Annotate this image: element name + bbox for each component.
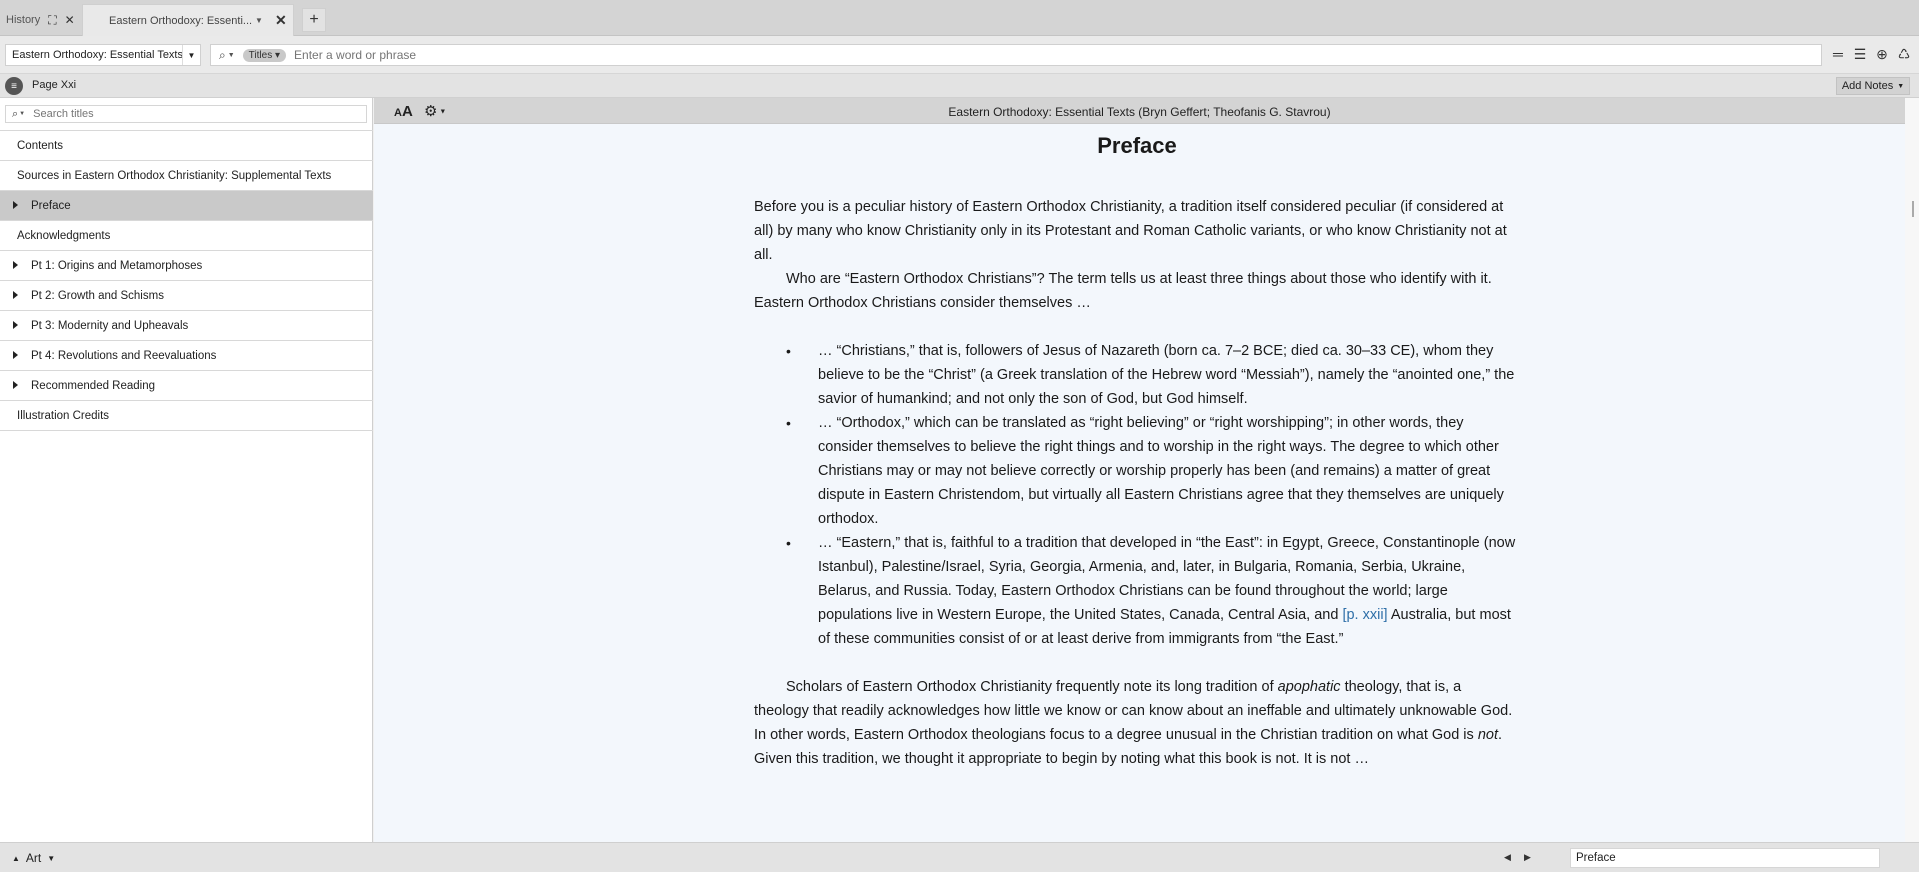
emphasis: apophatic [1277, 679, 1341, 695]
add-tab-button[interactable]: + [302, 8, 326, 32]
expand-arrow-icon[interactable] [13, 291, 18, 299]
toc-item-label: Preface [31, 199, 71, 212]
resource-select-value: Eastern Orthodoxy: Essential Texts [12, 49, 183, 61]
toc-toggle-icon[interactable]: ≡ [5, 77, 23, 95]
paragraph-text: Scholars of Eastern Orthodox Christianity frequently note its long tradition of [786, 679, 1274, 695]
paragraph-text: theology, that is, a theology that readily acknowledges how little we know or can know about an ineffable and ultimately unknowable God. In other words, Eastern Orthodox theologians focus to a degree unusual in the Christian tradition on what God is [754, 679, 1513, 743]
chevron-down-icon[interactable]: ▼ [182, 45, 200, 65]
tab-book[interactable] [82, 4, 294, 36]
toc-item-label: Illustration Credits [17, 409, 110, 422]
add-notes-button[interactable] [1836, 77, 1910, 95]
emphasis: not [1477, 727, 1498, 743]
toc-item-illustration-credits[interactable] [0, 401, 373, 431]
current-section-field[interactable]: Preface [1570, 848, 1880, 868]
expand-arrow-icon[interactable] [13, 351, 18, 359]
search-box[interactable] [210, 44, 1822, 66]
toc-item-acknowledgments[interactable] [0, 221, 373, 251]
toc-item-label: Acknowledgments [17, 229, 111, 242]
art-label: Art [25, 851, 42, 865]
document-title: Eastern Orthodoxy: Essential Texts (Bryn Geffert; Theofanis G. Stavrou) [948, 105, 1331, 119]
toc-item-pt3[interactable] [0, 311, 373, 341]
chevron-down-icon[interactable]: ▼ [19, 111, 26, 117]
search-icon[interactable]: ⌕ [219, 47, 226, 62]
chevron-down-icon[interactable]: ▼ [47, 853, 56, 863]
scope-pill[interactable]: Titles ▾ [243, 49, 286, 62]
toc-item-recommended-reading[interactable] [0, 371, 373, 401]
paragraph-text: . Given this tradition, we thought it appropriate to begin by noting what this book is not. It is not … [754, 727, 1503, 767]
search-icon[interactable]: ⌕ [12, 107, 19, 120]
toc-item-label: Pt 1: Origins and Metamorphoses [31, 259, 203, 272]
toc-item-label: Pt 3: Modernity and Upheavals [31, 319, 189, 332]
list-item-text: Australia, but most of these communities consist of or at least derive from immigrants from “the East.” [818, 607, 1511, 647]
title-search-input[interactable] [33, 108, 366, 120]
expand-icon[interactable]: ⛶ [48, 12, 57, 27]
reader-panel [374, 98, 1919, 842]
toc-item-label: Recommended Reading [31, 379, 156, 392]
expand-arrow-icon[interactable] [13, 261, 18, 269]
menu-lines-icon[interactable]: ═ [1833, 46, 1843, 62]
gear-icon[interactable]: ⚙ ▼ [424, 103, 447, 120]
page-label: Page Xxi [32, 79, 77, 91]
tab-history-label: History [6, 14, 41, 26]
chevron-down-icon: ▼ [1897, 82, 1905, 90]
scroll-thumb[interactable] [1912, 201, 1914, 217]
toc-item-contents[interactable] [0, 131, 373, 161]
bullet-list [818, 339, 1520, 651]
document-content [754, 131, 1520, 771]
toc-item-preface[interactable] [0, 191, 373, 221]
toc-sidebar [0, 98, 373, 842]
toc-item-pt2[interactable] [0, 281, 373, 311]
next-section-icon[interactable]: ▶ [1524, 852, 1531, 862]
resource-select[interactable] [5, 44, 201, 66]
toc-item-label: Pt 4: Revolutions and Reevaluations [31, 349, 217, 362]
toc-list [0, 130, 373, 431]
page-link[interactable]: [p. xxii] [1342, 607, 1388, 623]
tab-strip [0, 0, 1919, 36]
prev-section-icon[interactable]: ◀ [1504, 852, 1511, 862]
tab-history[interactable] [0, 6, 80, 34]
font-size-icon[interactable]: AA [394, 103, 413, 120]
list-item [818, 531, 1520, 651]
status-bar [0, 842, 1919, 872]
add-circle-icon[interactable]: ⊕ [1876, 46, 1888, 62]
list-item: • … “Christians,” that is, followers of Jesus of Nazareth (born ca. 7–2 BCE; died ca. 30–33 CE), whom they believe to be the “Christ” (a Greek translation of the Hebrew word “Messiah”), namely the “anointed one,” the savior of humankind; and not only the son of God, but God himself. [818, 339, 1520, 411]
chevron-down-icon[interactable]: ▼ [227, 51, 235, 59]
list-item: • … “Orthodox,” which can be translated as “right believing” or “right worshipping”; in other words, they consider themselves to believe the right things and to worship in the right ways. The degree to which other Christians may or may not believe correctly or worship properly has been (and remains) a matter of great dispute in Eastern Christendom, but virtually all Eastern Christians agree that they themselves are uniquely orthodox. [818, 411, 1520, 531]
close-icon[interactable]: ✕ [64, 13, 75, 27]
paragraph: Who are “Eastern Orthodox Christians”? The term tells us at least three things about those who identify with it. Eastern Orthodox Christians consider themselves … [754, 271, 1492, 311]
search-input[interactable] [294, 48, 1821, 62]
toc-item-sources[interactable] [0, 161, 373, 191]
paragraph: Before you is a peculiar history of Eastern Orthodox Christianity, a tradition itself considered peculiar (if considered at all) by many who know Christianity only in its Protestant and Roman Catholic variants, or who know Christianity not at all. [754, 199, 1507, 263]
chevron-up-icon[interactable]: ▲ [12, 853, 20, 863]
toc-item-label: Contents [17, 139, 64, 152]
expand-arrow-icon[interactable] [13, 321, 18, 329]
page-bar [0, 74, 1919, 98]
title-search-box[interactable] [5, 105, 367, 123]
tab-book-label: Eastern Orthodoxy: Essenti... [109, 14, 253, 27]
expand-arrow-icon[interactable] [13, 201, 18, 209]
toc-item-pt1[interactable] [0, 251, 373, 281]
art-menu-button[interactable] [12, 851, 55, 865]
chevron-down-icon[interactable]: ▼ [255, 16, 263, 25]
section-heading: Preface [1097, 133, 1177, 158]
list-item-text: … “Eastern,” that is, faithful to a tradition that developed in “the East”: in Egypt, Greece, Constantinople (now Istanbul), Palestine/Israel, Syria, Georgia, Armenia, and, later, in Bulgaria, Romania, Serbia, Ukraine, Belarus, and Russia. Today, Eastern Orthodox Christians can be found throughout the world; large populations live in Western Europe, the United States, Canada, Central Asia, and [818, 535, 1516, 623]
toc-item-label: Sources in Eastern Orthodox Christianity: Supplemental Texts [17, 169, 332, 182]
add-notes-label: Add Notes [1841, 80, 1894, 92]
list-icon[interactable]: ☰ [1853, 46, 1867, 62]
scope-label: Titles [248, 49, 273, 61]
search-toolbar [0, 36, 1919, 74]
toc-item-pt4[interactable] [0, 341, 373, 371]
paragraph [754, 675, 1520, 771]
expand-arrow-icon[interactable] [13, 381, 18, 389]
reader-header [374, 98, 1905, 124]
close-icon[interactable]: ✕ [275, 12, 287, 28]
recycle-icon[interactable]: ♺ [1897, 46, 1911, 62]
toolbar-icons [1830, 46, 1912, 63]
toc-item-label: Pt 2: Growth and Schisms [31, 289, 164, 302]
